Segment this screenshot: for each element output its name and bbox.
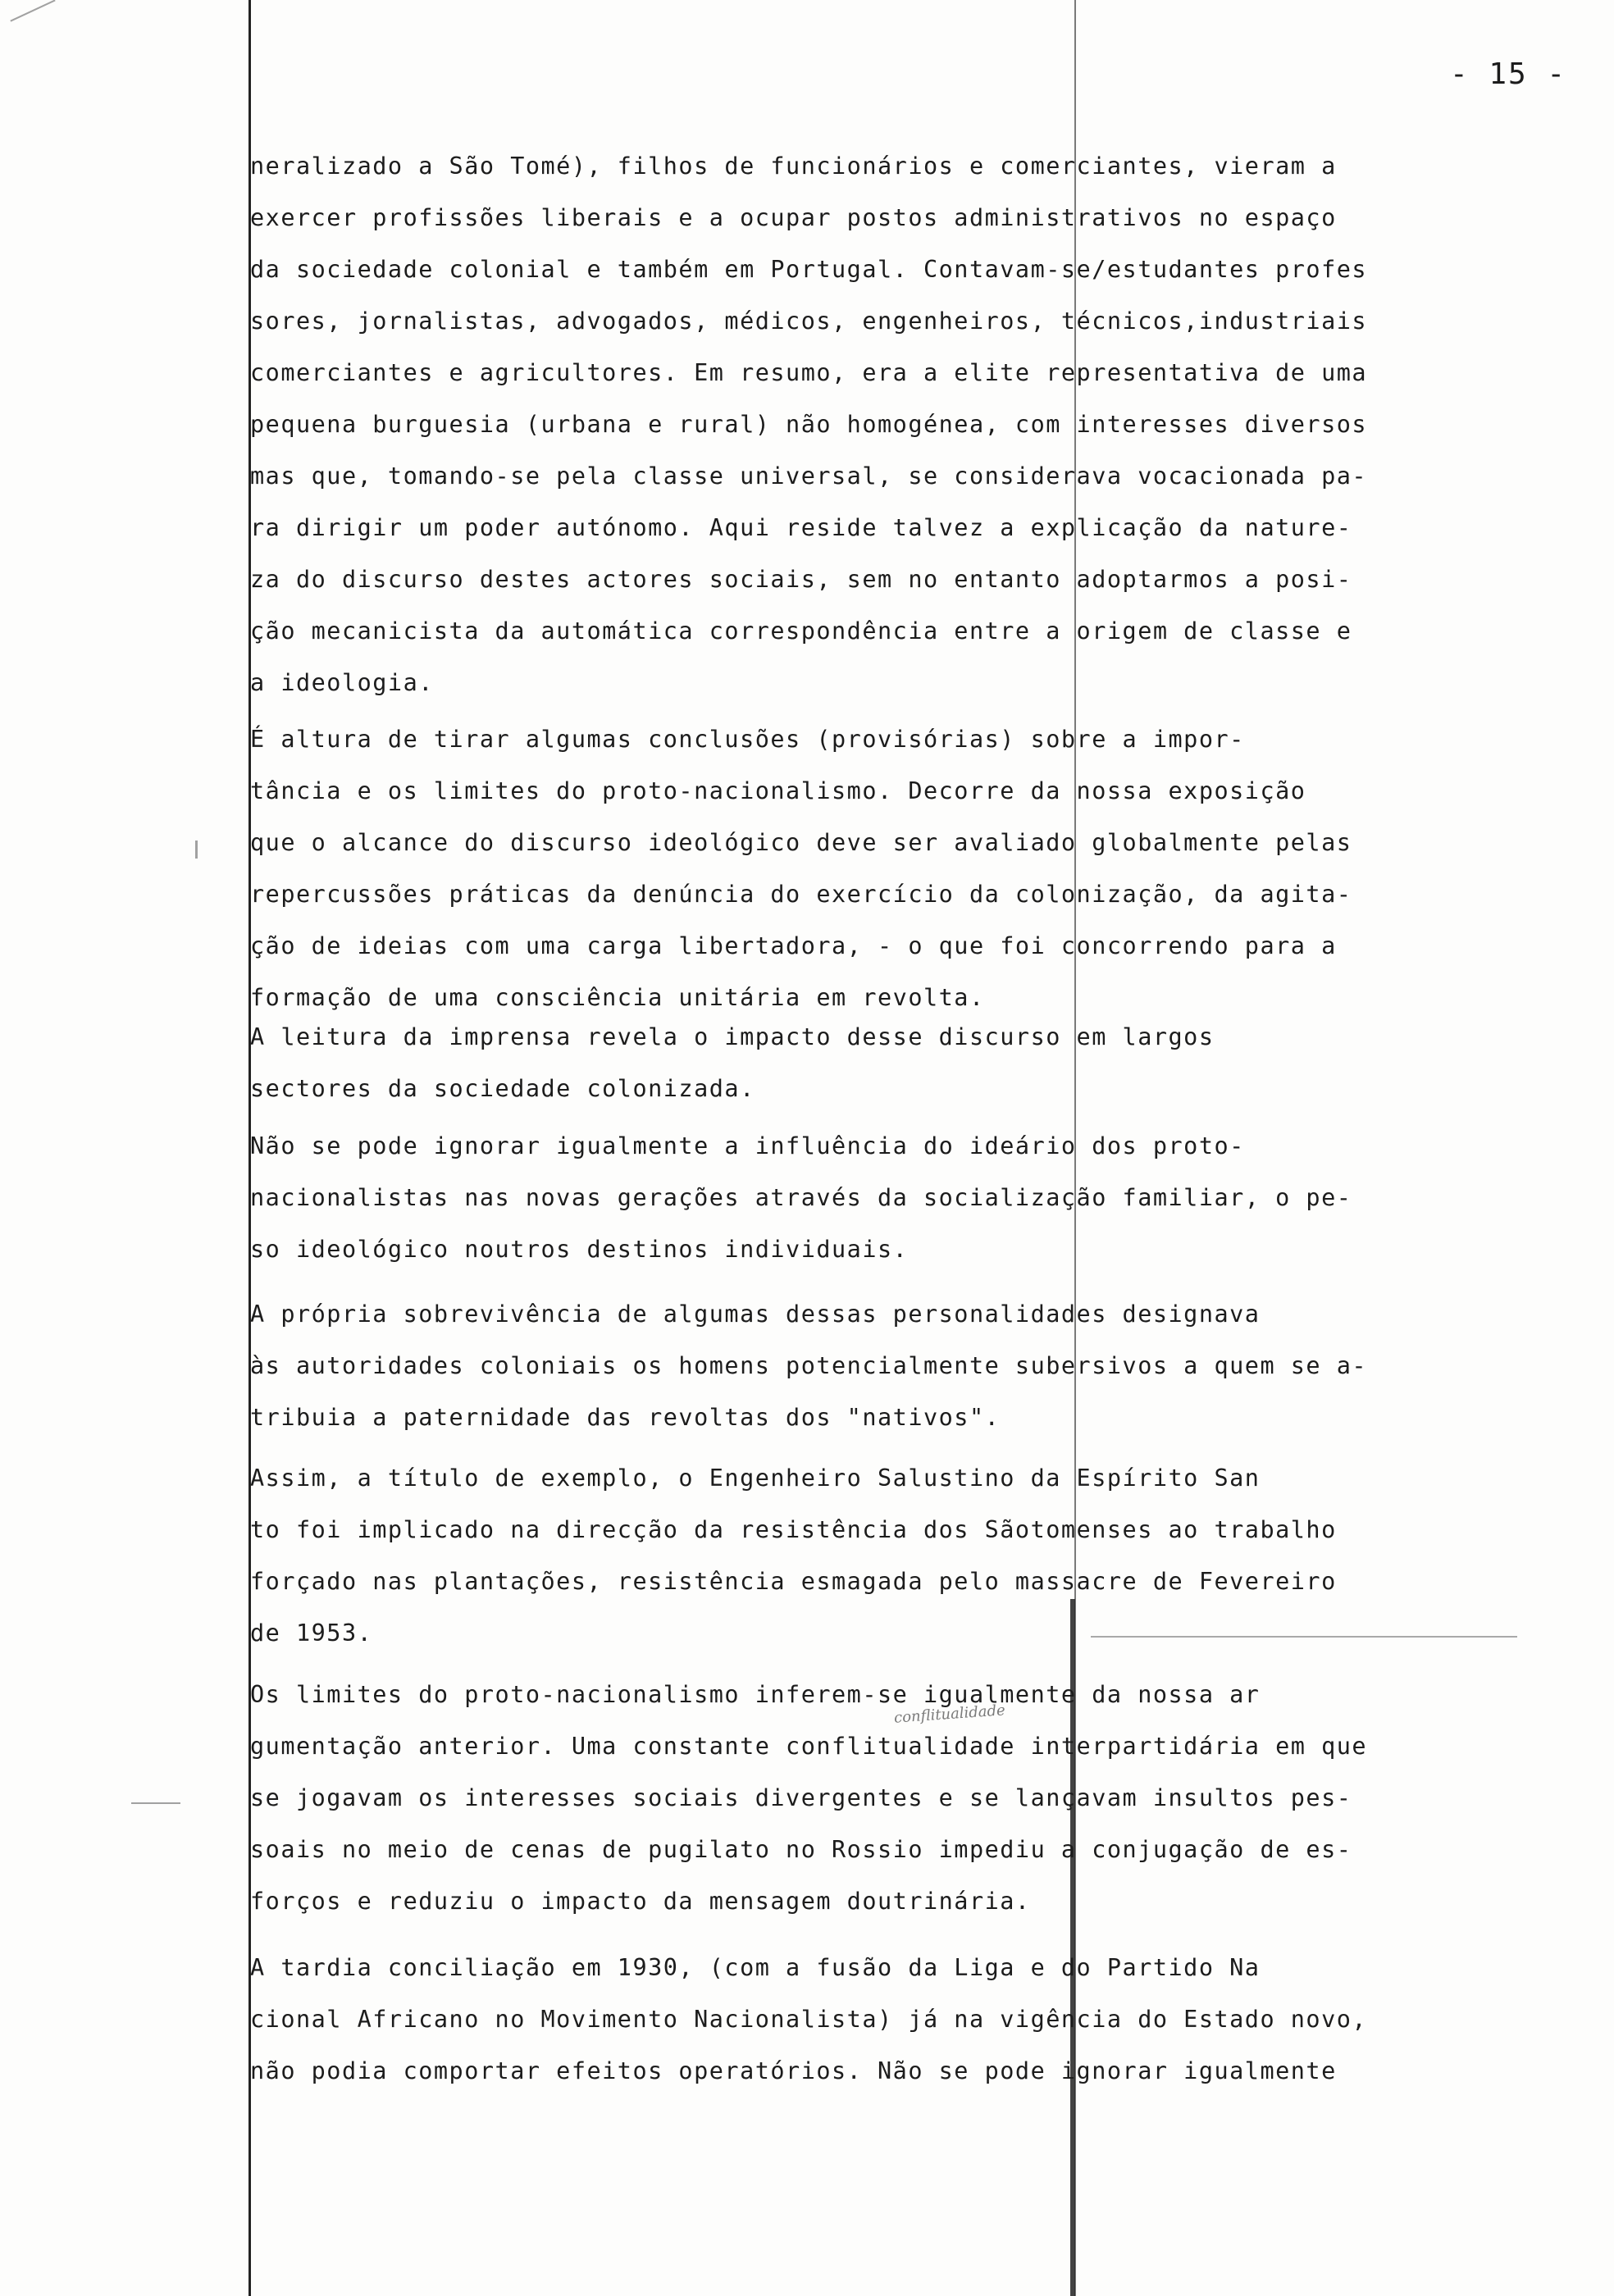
text-line: a ideologia. — [250, 669, 434, 696]
text-line: A própria sobrevivência de algumas dessas personalidades designava — [250, 1301, 1261, 1328]
text-line: Não se pode ignorar igualmente a influência do ideário dos proto- — [250, 1132, 1245, 1159]
text-line: ção de ideias com uma carga libertadora, - o que foi concorrendo para a — [250, 932, 1337, 959]
text-line: neralizado a São Tomé), filhos de funcionários e comerciantes, vieram a — [250, 153, 1337, 180]
text-line: da sociedade colonial e também em Portugal. Contavam-se/estudantes profes — [250, 256, 1368, 283]
text-line: forçado nas plantações, resistência esmagada pelo massacre de Fevereiro — [250, 1568, 1337, 1595]
text-line: É altura de tirar algumas conclusões (provisórias) sobre a impor- — [250, 726, 1245, 753]
text-line: repercussões práticas da denúncia do exercício da colonização, da agita- — [250, 881, 1352, 908]
text-line: Assim, a título de exemplo, o Engenheiro Salustino da Espírito San — [250, 1465, 1261, 1492]
text-line: exercer profissões liberais e a ocupar postos administrativos no espaço — [250, 204, 1337, 231]
text-line: so ideológico noutros destinos individuais. — [250, 1236, 909, 1263]
text-line: gumentação anterior. Uma constante conflitualidade interpartidária em que — [250, 1733, 1368, 1760]
page-number: - 15 - — [1450, 57, 1567, 91]
text-line: A leitura da imprensa revela o impacto desse discurso em largos — [250, 1023, 1215, 1050]
text-line: za do discurso destes actores sociais, sem no entanto adoptarmos a posi- — [250, 566, 1352, 593]
left-edge-mark — [195, 840, 198, 859]
margin-note: conflitualidade — [893, 1702, 1006, 1727]
text-line: Os limites do proto-nacionalismo inferem-se igualmente da nossa ar — [250, 1681, 1261, 1708]
corner-scratch — [10, 0, 55, 22]
text-line: comerciantes e agricultores. Em resumo, era a elite representativa de uma — [250, 359, 1368, 386]
text-line: ção mecanicista da automática correspondência entre a origem de classe e — [250, 617, 1352, 645]
text-line: to foi implicado na direcção da resistência dos Sãotomenses ao trabalho — [250, 1516, 1337, 1543]
text-line: formação de uma consciência unitária em revolta. — [250, 984, 985, 1011]
text-line: soais no meio de cenas de pugilato no Rossio impediu a conjugação de es- — [250, 1836, 1352, 1863]
text-line: sores, jornalistas, advogados, médicos, engenheiros, técnicos,industriais — [250, 308, 1368, 335]
text-line: pequena burguesia (urbana e rural) não homogénea, com interesses diversos — [250, 411, 1368, 438]
text-line: não podia comportar efeitos operatórios. Não se pode ignorar igualmente — [250, 2057, 1337, 2084]
text-line: às autoridades coloniais os homens potencialmente subersivos a quem se a- — [250, 1352, 1368, 1379]
text-line: nacionalistas nas novas gerações através da socialização familiar, o pe- — [250, 1184, 1352, 1211]
text-line: se jogavam os interesses sociais divergentes e se lançavam insultos pes- — [250, 1784, 1352, 1811]
text-line: tância e os limites do proto-nacionalismo. Decorre da nossa exposição — [250, 777, 1306, 804]
text-line: A tardia conciliação em 1930, (com a fusão da Liga e do Partido Na — [250, 1954, 1261, 1981]
text-line: tribuia a paternidade das revoltas dos "nativos". — [250, 1404, 1001, 1431]
text-line: ra dirigir um poder autónomo. Aqui reside talvez a explicação da nature- — [250, 514, 1352, 541]
text-line: forços e reduziu o impacto da mensagem doutrinária. — [250, 1888, 1031, 1915]
text-line: mas que, tomando-se pela classe universal, se considerava vocacionada pa- — [250, 462, 1368, 490]
text-line: que o alcance do discurso ideológico deve ser avaliado globalmente pelas — [250, 829, 1352, 856]
left-edge-dash — [131, 1802, 180, 1804]
text-line: cional Africano no Movimento Nacionalista) já na vigência do Estado novo, — [250, 2006, 1368, 2033]
text-line: sectores da sociedade colonizada. — [250, 1075, 755, 1102]
text-line: de 1953. — [250, 1620, 373, 1647]
